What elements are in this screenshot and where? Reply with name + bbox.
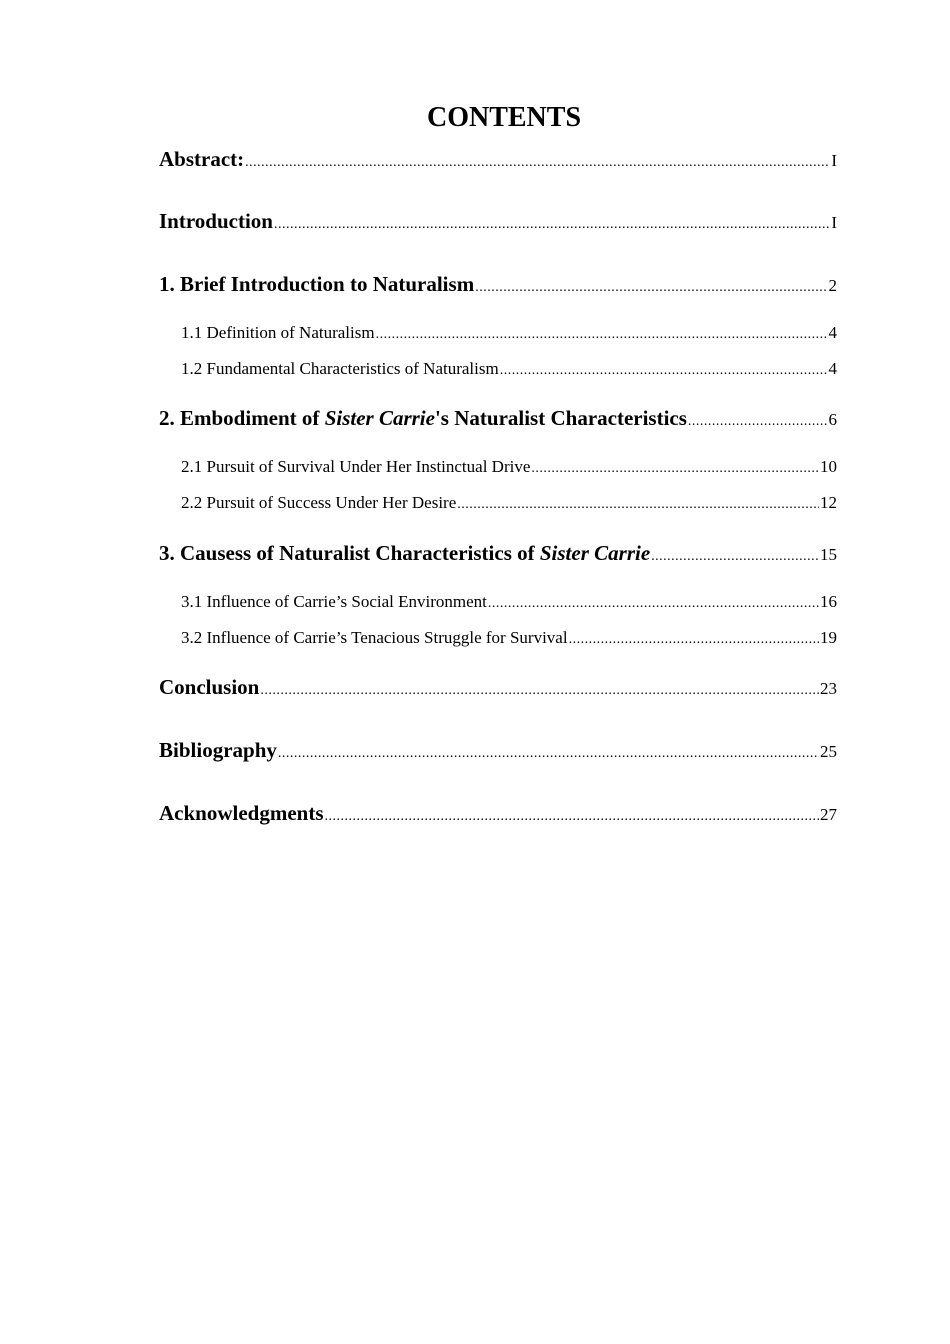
toc-section-entry[interactable] (181, 491, 837, 517)
toc-entry-italic-segment: Sister Carrie (539, 541, 651, 565)
toc-page-number: 23 (820, 679, 837, 698)
toc-chapter-entry[interactable] (159, 404, 837, 436)
toc-entry-text (159, 207, 273, 235)
toc-dot-leader (376, 323, 828, 347)
toc-chapter-entry[interactable] (159, 145, 837, 177)
toc-entry-segment: 3.1 Influence of Carrie’s Social Environment (181, 592, 487, 611)
toc-page-number: 15 (820, 545, 837, 564)
toc-entry-text (159, 270, 474, 298)
toc-entry-segment: Abstract: (159, 147, 245, 171)
toc-dot-leader (569, 628, 819, 652)
toc-chapter-entry[interactable] (159, 270, 837, 302)
toc-title: CONTENTS (426, 102, 582, 133)
toc-entry-segment: 2. Embodiment of (159, 406, 325, 430)
toc-section-entry[interactable] (181, 357, 837, 383)
toc-entry-segment: Introduction (159, 209, 273, 233)
toc-page-number: 4 (828, 359, 837, 378)
toc-page-number: I (831, 213, 837, 232)
toc-dot-leader (325, 803, 819, 831)
toc-entry-segment: 2.1 Pursuit of Survival Under Her Instinctual Drive (181, 457, 531, 476)
toc-chapter-entry[interactable] (159, 736, 837, 768)
toc-page-number: 19 (820, 628, 837, 647)
toc-entry-segment: 1.2 Fundamental Characteristics of Naturalism (181, 359, 499, 378)
toc-page-number: 27 (820, 805, 837, 824)
toc-entry-segment: 3.2 Influence of Carrie’s Tenacious Struggle for Survival (181, 628, 568, 647)
toc-page-number: 6 (828, 410, 837, 429)
toc-section-entry[interactable] (181, 321, 837, 347)
toc-entry-segment: Bibliography (159, 738, 277, 762)
toc-entry-segment: 2.2 Pursuit of Success Under Her Desire (181, 493, 457, 512)
toc-entry-text (159, 539, 650, 567)
toc-entry-segment: 3. Causess of Naturalist Characteristics of (159, 541, 540, 565)
toc-entry-text (181, 626, 568, 650)
toc-page-number: 10 (820, 457, 837, 476)
toc-page-number: 12 (820, 493, 837, 512)
toc-entry-italic-segment: Sister Carrie (324, 406, 435, 430)
toc-page-number: 25 (820, 742, 837, 761)
toc-entry-segment: 1. Brief Introduction to Naturalism (159, 272, 475, 296)
toc-chapter-entry[interactable] (159, 673, 837, 705)
toc-entry-segment: Conclusion (159, 675, 260, 699)
toc-page-number: 16 (820, 592, 837, 611)
toc-entry-text (159, 673, 259, 701)
toc-page-number: I (831, 151, 837, 170)
toc-dot-leader (260, 677, 819, 705)
toc-entry-text (181, 491, 456, 515)
toc-chapter-entry[interactable] (159, 539, 837, 571)
toc-entry-text (159, 736, 277, 764)
toc-dot-leader (457, 493, 819, 517)
toc-section-entry[interactable] (181, 626, 837, 652)
toc-section-entry[interactable] (181, 590, 837, 616)
toc-entry-text (181, 455, 530, 479)
toc-entry-segment: 1.1 Definition of Naturalism (181, 323, 375, 342)
toc-entry-text (159, 799, 324, 827)
toc-section-entry[interactable] (181, 455, 837, 481)
toc-dot-leader (274, 211, 830, 239)
toc-entry-text (181, 590, 487, 614)
toc-entry-text (159, 145, 244, 173)
toc-dot-leader (500, 359, 828, 383)
toc-chapter-entry[interactable] (159, 799, 837, 831)
toc-chapter-entry[interactable] (159, 207, 837, 239)
toc-entry-text (159, 404, 687, 432)
toc-entry-text (181, 321, 375, 345)
toc-dot-leader (475, 274, 827, 302)
toc-entry-segment: 's Naturalist Characteristics (434, 406, 687, 430)
toc-entry-segment: Acknowledgments (159, 801, 324, 825)
toc-dot-leader (688, 408, 828, 436)
toc-page-number: 4 (828, 323, 837, 342)
toc-dot-leader (531, 457, 819, 481)
toc-page-number: 2 (828, 276, 837, 295)
toc-entry-text (181, 357, 499, 381)
toc-dot-leader (278, 740, 819, 768)
toc-dot-leader (245, 149, 830, 177)
toc-dot-leader (488, 592, 819, 616)
toc-dot-leader (651, 543, 819, 571)
